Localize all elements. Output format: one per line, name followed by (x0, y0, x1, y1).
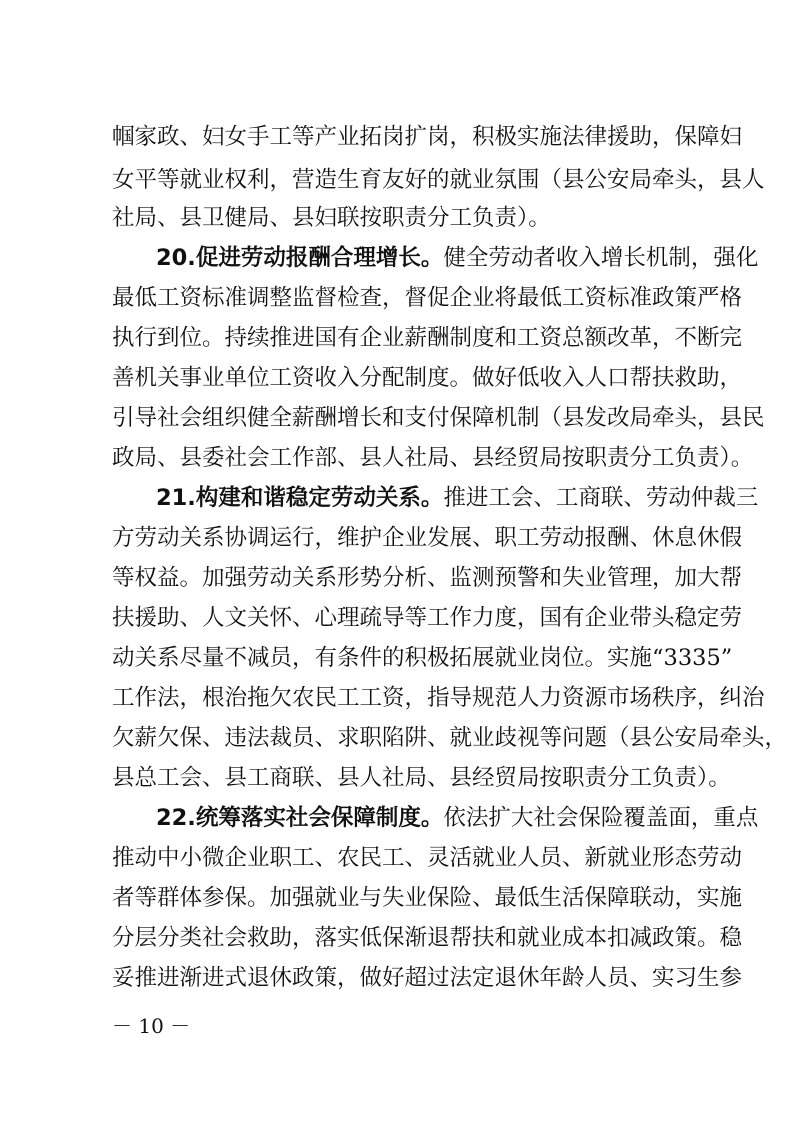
body-text-line: 方劳动关系协调运行，维护企业发展、职工劳动报酬、休息休假 (112, 525, 743, 551)
body-text-line: 欠薪欠保、违法裁员、求职陷阱、就业歧视等问题（县公安局牵头， (112, 725, 788, 751)
body-text-line: 妥推进渐进式退休政策，做好超过法定退休年龄人员、实习生参 (112, 965, 743, 991)
body-text-run: 推进工会、工商联、劳动仲裁三 (443, 485, 759, 511)
section-heading-20: 20.促进劳动报酬合理增长。 (156, 245, 444, 271)
body-text-line: 动关系尽量不减员，有条件的积极拓展就业岗位。实施“3335” (112, 645, 733, 671)
section-heading-21: 21.构建和谐稳定劳动关系。 (156, 485, 444, 511)
body-text-line: 者等群体参保。加强就业与失业保险、最低生活保障联动，实施 (112, 885, 743, 911)
body-text-line: 社局、县卫健局、县妇联按职责分工负责）。 (112, 205, 551, 231)
body-text-line: 政局、县委社会工作部、县人社局、县经贸局按职责分工负责）。 (112, 445, 754, 471)
body-text-line: 等权益。加强劳动关系形势分析、监测预警和失业管理，加大帮 (112, 565, 743, 591)
paragraph-22 (156, 798, 759, 838)
body-text-line: 扶援助、人文关怀、心理疏导等工作力度，国有企业带头稳定劳 (112, 605, 743, 631)
body-text-line: 工作法，根治拖欠农民工工资，指导规范人力资源市场秩序，纠治 (112, 685, 765, 711)
body-text-line: 最低工资标准调整监督检查，督促企业将最低工资标准政策严格 (112, 285, 743, 311)
paragraph-20 (156, 238, 759, 278)
page-number: － 10 － (112, 1014, 191, 1038)
body-text-run: 依法扩大社会保险覆盖面，重点 (443, 805, 759, 831)
body-text-line: 女平等就业权利，营造生育友好的就业氛围（县公安局牵头，县人 (112, 167, 765, 193)
section-heading-22: 22.统筹落实社会保障制度。 (156, 805, 444, 831)
body-text-line: 县总工会、县工商联、县人社局、县经贸局按职责分工负责）。 (112, 765, 731, 791)
body-text-line: 推动中小微企业职工、农民工、灵活就业人员、新就业形态劳动 (112, 845, 743, 871)
body-text-line: 分层分类社会救助，落实低保渐退帮扶和就业成本扣减政策。稳 (112, 925, 743, 951)
body-text-run: 健全劳动者收入增长机制，强化 (443, 245, 759, 271)
body-text-line: 引导社会组织健全薪酬增长和支付保障机制（县发改局牵头，县民 (112, 405, 765, 431)
body-text-line: 善机关事业单位工资收入分配制度。做好低收入人口帮扶救助， (112, 365, 743, 391)
body-text-line: 帼家政、妇女手工等产业拓岗扩岗，积极实施法律援助，保障妇 (112, 124, 743, 150)
paragraph-21 (156, 478, 759, 518)
body-text-line: 执行到位。持续推进国有企业薪酬制度和工资总额改革，不断完 (112, 325, 743, 351)
